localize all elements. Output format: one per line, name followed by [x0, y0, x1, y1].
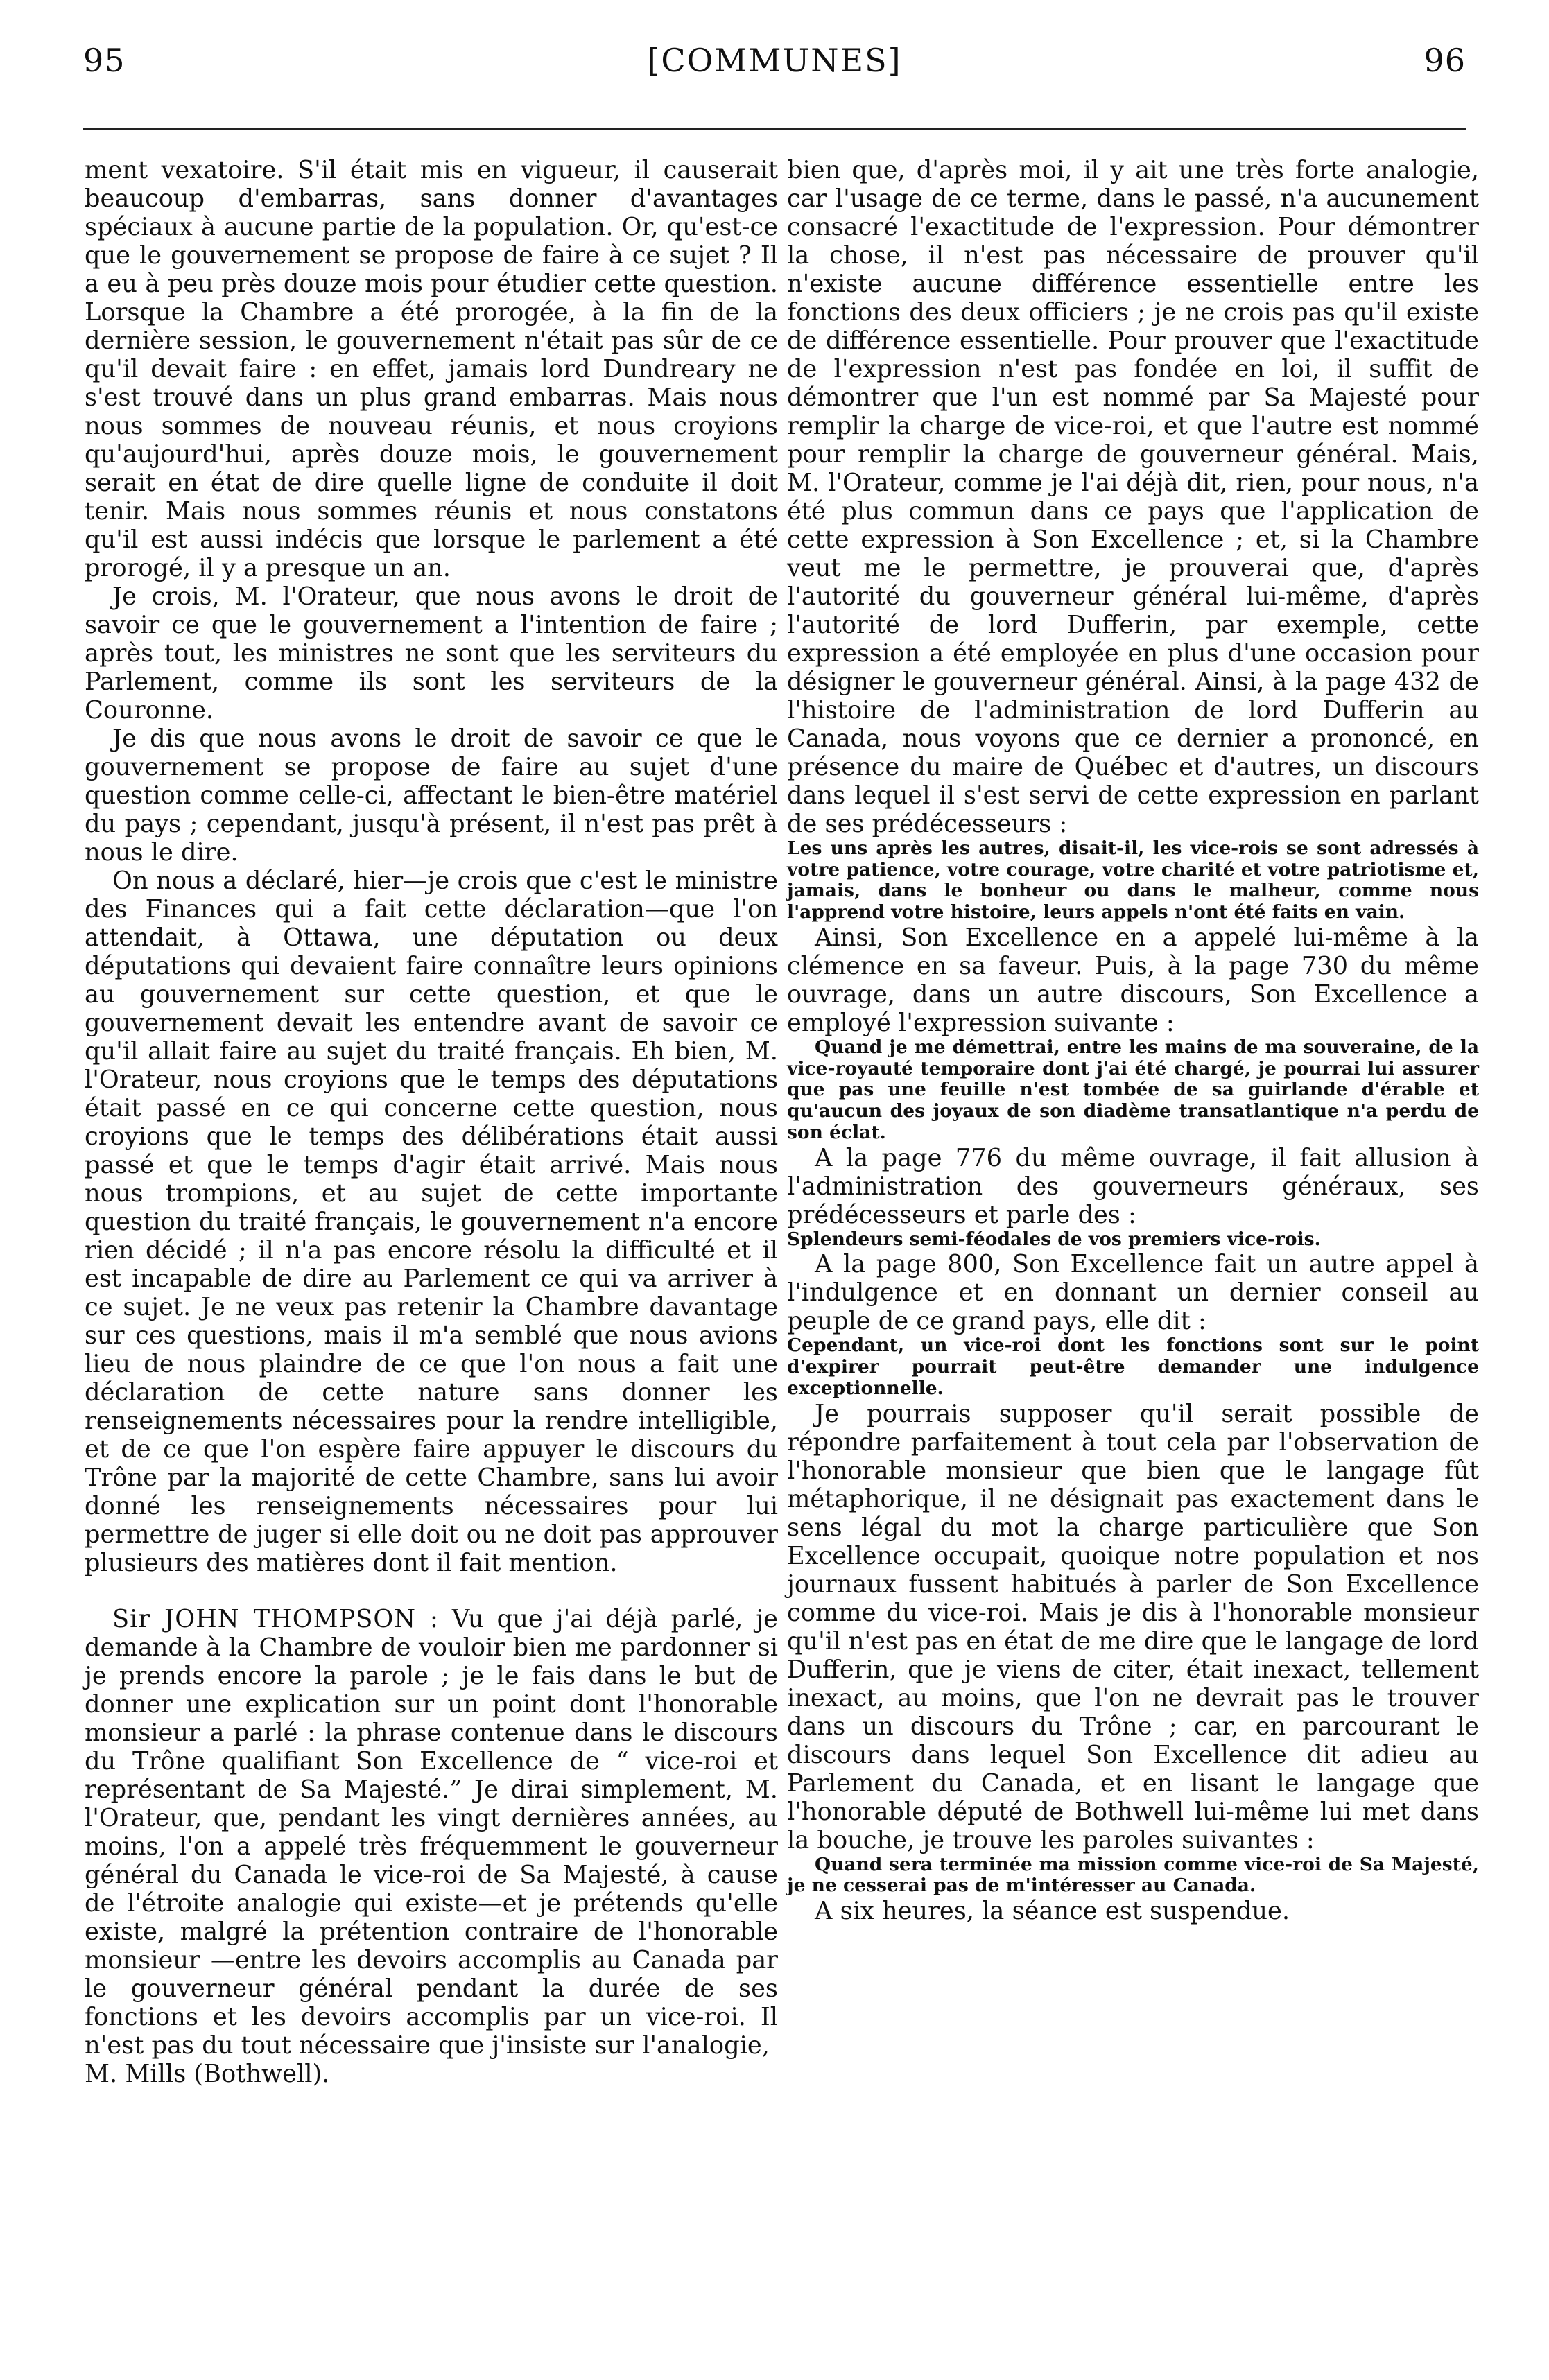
paragraph: A la page 776 du même ouvrage, il fait allusion à l'administration des gouverneurs généraux, ses prédécesseurs et parle des : [787, 1143, 1479, 1229]
speech-text: Vu que j'ai déjà parlé, je demande à la Chambre de vouloir bien me pardonner si je prends encore la parole ; je le fais dans le but de donner une explication sur un point dont l'honorable monsieur a parlé : la phrase contenue dans le discours du Trône qualifiant Son Excellence de “ vice-roi et représentant de Sa Majesté.” Je dirai simplement, M. l'Orateur, que, pendant les vingt dernières années, au moins, l'on a appelé très fréquemment le gouverneur général du Canada le vice-roi de Sa Majesté, à cause de l'étroite analogie qui existe—et je prétends qu'elle existe, malgré la prétention contraire de l'honorable monsieur —entre les devoirs accomplis au Canada par le gouverneur général pendant la durée de ses fonctions et les devoirs accomplis par un vice-roi. Il n'est pas du tout nécessaire que j'insiste sur l'analogie, [85, 1605, 778, 2060]
running-title: [COMMUNES] [647, 42, 902, 79]
block-quote: Les uns après les autres, disait-il, les vice-rois se sont adressés à votre patience, votre courage, votre charité et votre patriotisme et, jamais, dans le bonheur ou dans le malheur, comme nous l'apprend votre histoire, leurs appels n'ont été faits en vain. [787, 837, 1479, 923]
speaker-name: Sir JOHN THOMPSON : [112, 1605, 439, 1633]
speech-paragraph [85, 1605, 778, 2060]
block-quote: Quand je me démettrai, entre les mains de ma souveraine, de la vice-royauté temporaire dont j'ai été chargé, je pourrai lui assurer que pas une feuille n'est tombée de sa guirlande d'érable et qu'aucun des joyaux de son diadème transatlantique n'a perdu de son éclat. [787, 1036, 1479, 1143]
paragraph: Je crois, M. l'Orateur, que nous avons le droit de savoir ce que le gouvernement a l'intention de faire ; après tout, les ministres ne sont que les serviteurs du Parlement, comme ils sont les serviteurs de la Couronne. [85, 582, 778, 724]
paragraph: Je pourrais supposer qu'il serait possible de répondre parfaitement à tout cela par l'observation de l'honorable monsieur que bien que le langage fût métaphorique, il ne désignait pas exactement dans le sens légal du mot la charge particulière que Son Excellence occupait, quoique notre population et nos journaux fussent habitués à parler de Son Excellence comme du vice-roi. Mais je dis à l'honorable monsieur qu'il n'est pas en état de me dire que le langage de lord Dufferin, que je viens de citer, était inexact, tellement inexact, au moins, que l'on ne devrait pas le trouver dans un discours du Trône ; car, en parcourant le discours dans lequel Son Excellence dit adieu au Parlement du Canada, et en lisant le langage que l'honorable député de Bothwell lui-même lui met dans la bouche, je trouve les paroles suivantes : [787, 1399, 1479, 1855]
page-number-left: 95 [83, 42, 126, 79]
paragraph: A la page 800, Son Excellence fait un autre appel à l'indulgence et en donnant un dernier conseil au peuple de ce grand pays, elle dit : [787, 1250, 1479, 1336]
paragraph: Ainsi, Son Excellence en a appelé lui-même à la clémence en sa faveur. Puis, à la page 730 du même ouvrage, dans un autre discours, Son Excellence a employé l'expression suivante : [787, 923, 1479, 1037]
paragraph: A six heures, la séance est suspendue. [815, 1897, 1290, 1926]
paragraph: ment vexatoire. S'il était mis en vigueur, il causerait beaucoup d'embarras, sans donner d'avantages spéciaux à aucune partie de la population. Or, qu'est-ce que le gouvernement se propose de faire à ce sujet ? Il a eu à peu près douze mois pour étudier cette question. Lorsque la Chambre a été prorogée, à la fin de la dernière session, le gouvernement n'était pas sûr de ce qu'il devait faire : en effet, jamais lord Dundreary ne s'est trouvé dans un plus grand embarras. Mais nous nous sommes de nouveau réunis, et nous croyions qu'aujourd'hui, après douze mois, le gouvernement serait en état de dire quelle ligne de conduite il doit tenir. Mais nous sommes réunis et nous constatons qu'il est aussi indécis que lorsque le parlement a été prorogé, il y a presque un an. [85, 156, 778, 582]
block-quote: Splendeurs semi-féodales de vos premiers vice-rois. [787, 1228, 1321, 1250]
page-header [83, 42, 1466, 104]
block-quote: Quand sera terminée ma mission comme vice-roi de Sa Majesté, je ne cesserai pas de m'intéresser au Canada. [787, 1853, 1479, 1897]
page-number-right: 96 [1423, 42, 1466, 79]
paragraph: bien que, d'après moi, il y ait une très forte analogie, car l'usage de ce terme, dans le passé, n'a aucunement consacré l'exactitude de l'expression. Pour démontrer la chose, il n'est pas nécessaire de prouver qu'il n'existe aucune différence essentielle entre les fonctions des deux officiers ; je ne crois pas qu'il existe de différence essentielle. Pour prouver que l'exactitude de l'expression n'est pas fondée en loi, il suffit de démontrer que l'un est nommé par Sa Majesté pour remplir la charge de vice-roi, et que l'autre est nommé pour remplir la charge de gouverneur général. Mais, M. l'Orateur, comme je l'ai déjà dit, rien, pour nous, n'a été plus commun dans ce pays que l'application de cette expression à Son Excellence ; et, si la Chambre veut me le permettre, je prouverai que, d'après l'autorité du gouverneur général lui-même, d'après l'autorité de lord Dufferin, par exemple, cette expression a été employée en plus d'une occasion pour désigner le gouverneur général. Ainsi, à la page 432 de l'histoire de l'administration de lord Dufferin au Canada, nous voyons que ce dernier a prononcé, en présence du maire de Québec et d'autres, un discours dans lequel il s'est servi de cette expression en parlant de ses prédécesseurs : [787, 156, 1479, 838]
header-rule [83, 128, 1466, 130]
paragraph: Je dis que nous avons le droit de savoir ce que le gouvernement se propose de faire au sujet d'une question comme celle-ci, affectant le bien-être matériel du pays ; cependant, jusqu'à présent, il n'est pas prêt à nous le dire. [85, 724, 778, 867]
column-signature: M. Mills (Bothwell). [85, 2060, 330, 2088]
right-column [787, 156, 1479, 1925]
block-quote: Cependant, un vice-roi dont les fonctions sont sur le point d'expirer pourrait peut-être demander une indulgence exceptionnelle. [787, 1335, 1479, 1399]
paragraph: On nous a déclaré, hier—je crois que c'est le ministre des Finances qui a fait cette déclaration—que l'on attendait, à Ottawa, une députation ou deux députations qui devaient faire connaître leurs opinions au gouvernement sur cette question, et que le gouvernement devait les entendre avant de savoir ce qu'il allait faire au sujet du traité français. Eh bien, M. l'Orateur, nous croyions que le temps des députations était passé en ce qui concerne cette question, nous croyions que le temps des délibérations était aussi passé et que le temps d'agir était arrivé. Mais nous nous trompions, et au sujet de cette importante question du traité français, le gouvernement n'a encore rien décidé ; il n'a pas encore résolu la difficulté et il est incapable de dire au Parlement ce qui va arriver à ce sujet. Je ne veux pas retenir la Chambre davantage sur ces questions, mais il m'a semblé que nous avions lieu de nous plaindre de ce que l'on nous a fait une déclaration de cette nature sans donner les renseignements nécessaires pour la rendre intelligible, et de ce que l'on espère faire appuyer le discours du Trône par la majorité de cette Chambre, sans lui avoir donné les renseignements nécessaires pour lui permettre de juger si elle doit ou ne doit pas approuver plusieurs des matières dont il fait mention. [85, 867, 778, 1577]
left-column [85, 156, 778, 2088]
